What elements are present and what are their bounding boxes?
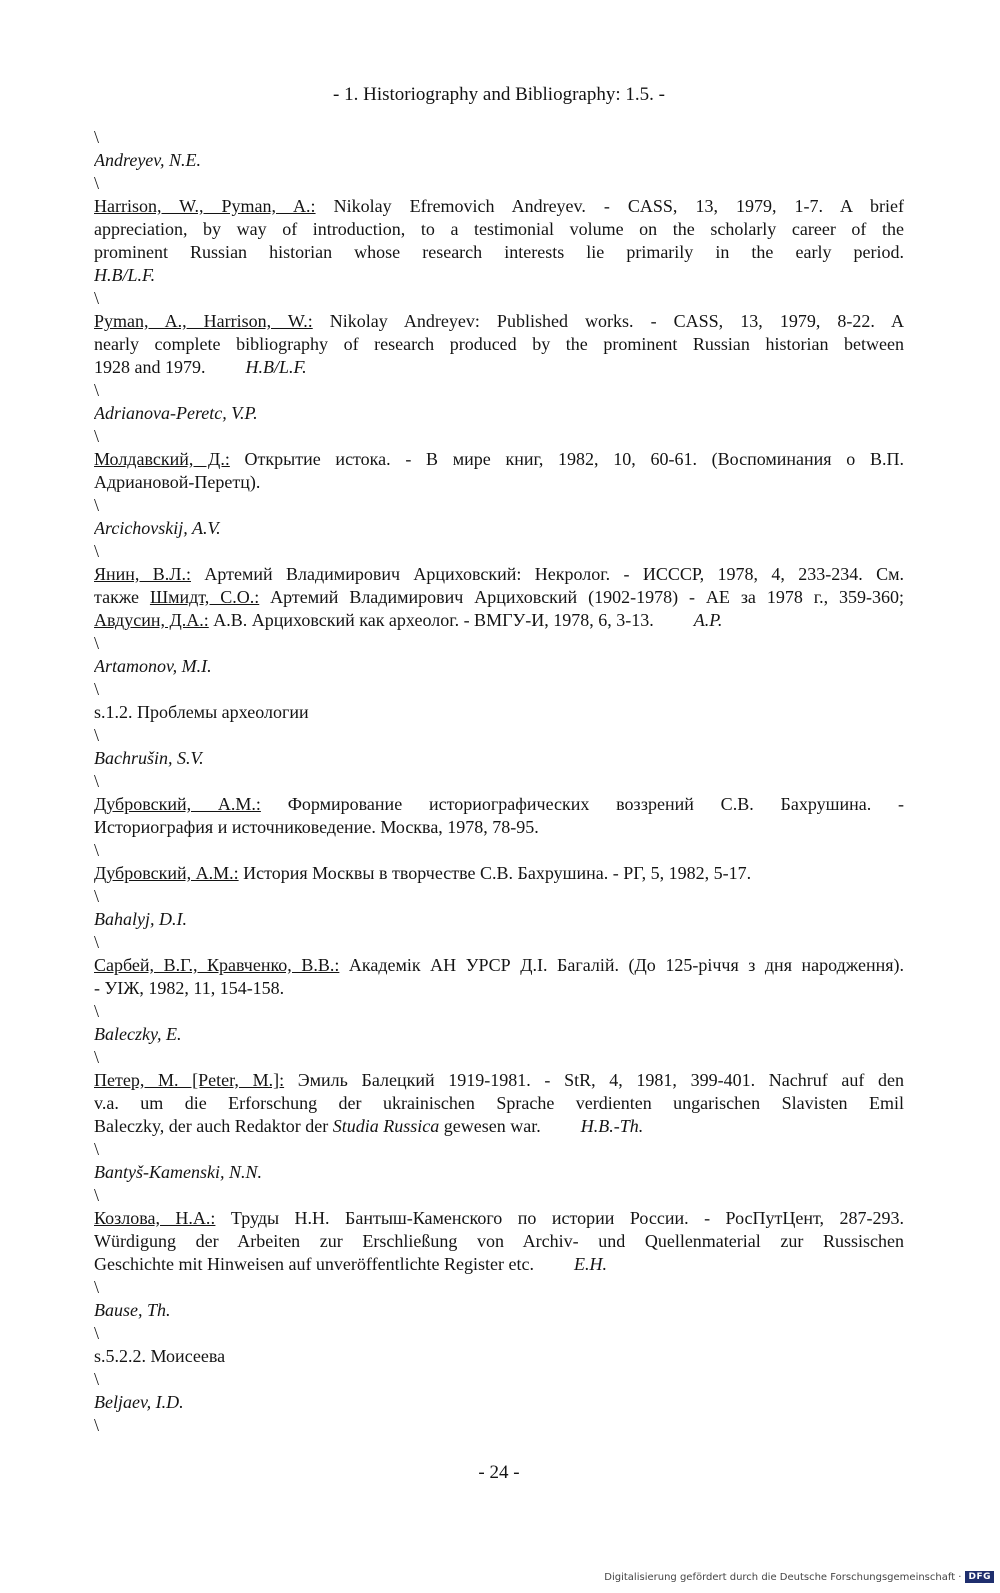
author-heading: Bantyš-Kamenski, N.N. xyxy=(94,1162,262,1182)
separator-mark: \ xyxy=(94,1415,100,1435)
reviewer-tag: H.B.-Th. xyxy=(580,1116,644,1136)
separator-mark: \ xyxy=(94,1323,100,1343)
entry-line: Дубровский, А.М.: Формирование историографических воззрений С.В. Бахрушина. - xyxy=(94,794,904,814)
entry-line: Адриановой-Перетц). xyxy=(94,472,261,492)
author-names: Петер, М. [Peter, M.]: xyxy=(94,1070,285,1090)
separator-mark: \ xyxy=(94,380,100,400)
reviewer-tag: H.B/L.F. xyxy=(94,265,156,285)
entry-line: prominent Russian historian whose research interests lie primarily in the early period. xyxy=(94,242,904,262)
author-heading: Bahalyj, D.I. xyxy=(94,909,187,929)
bibliography-entry xyxy=(94,862,904,885)
author-heading: Artamonov, M.I. xyxy=(94,656,212,676)
entry-line: Сарбей, В.Г., Кравченко, В.В.: Академік АН УРСР Д.І. Багалій. (До 125-річчя з дня народження). xyxy=(94,955,904,975)
bibliography-entry xyxy=(94,563,904,632)
author-names: Авдусин, Д.А.: xyxy=(94,610,209,630)
author-heading: Bachrušin, S.V. xyxy=(94,748,204,768)
author-names: Янин, В.Л.: xyxy=(94,564,191,584)
author-names: Pyman, A., Harrison, W.: xyxy=(94,311,313,331)
page-number: - 24 - xyxy=(478,1462,520,1483)
cross-reference: s.1.2. Проблемы археологии xyxy=(94,702,309,722)
entry-line: 1928 and 1979. H.B/L.F. xyxy=(94,357,307,377)
bibliography-entry xyxy=(94,954,904,1000)
separator-mark: \ xyxy=(94,1139,100,1159)
entry-line: - УІЖ, 1982, 11, 154-158. xyxy=(94,978,285,998)
entry-line: также Шмидт, С.О.: Артемий Владимирович Арциховский (1902-1978) - АЕ за 1978 г., 359-360; xyxy=(94,587,904,607)
separator-mark: \ xyxy=(94,932,100,952)
reviewer-tag: H.B/L.F. xyxy=(245,357,307,377)
journal-title: Studia Russica xyxy=(332,1116,440,1136)
entry-line: v.a. um die Erforschung der ukrainischen Sprache verdienten ungarischen Slavisten Emil xyxy=(94,1093,904,1113)
separator-mark: \ xyxy=(94,725,100,745)
separator-mark: \ xyxy=(94,173,100,193)
author-names: Козлова, Н.А.: xyxy=(94,1208,216,1228)
entry-line: Козлова, Н.А.: Труды Н.Н. Бантыш-Каменского по истории России. - РосПутЦент, 287-293. xyxy=(94,1208,904,1228)
separator-mark: \ xyxy=(94,1001,100,1021)
entry-line: Янин, В.Л.: Артемий Владимирович Арциховский: Некролог. - ИССCР, 1978, 4, 233-234. См. xyxy=(94,564,904,584)
separator-mark: \ xyxy=(94,1369,100,1389)
author-heading: Andreyev, N.E. xyxy=(94,150,201,170)
author-names: Сарбей, В.Г., Кравченко, В.В.: xyxy=(94,955,340,975)
separator-mark: \ xyxy=(94,541,100,561)
entry-line: Авдусин, Д.А.: А.В. Арциховский как археолог. - ВМГУ-И, 1978, 6, 3-13. A.P. xyxy=(94,610,723,630)
separator-mark: \ xyxy=(94,679,100,699)
author-heading: Arcichovskij, A.V. xyxy=(94,518,221,538)
footer-credit xyxy=(604,1571,994,1583)
separator-mark: \ xyxy=(94,771,100,791)
separator-mark: \ xyxy=(94,1185,100,1205)
entry-line xyxy=(94,264,904,287)
entry-line: Würdigung der Arbeiten zur Erschließung von Archiv- und Quellenmaterial zur Russischen xyxy=(94,1231,904,1251)
bibliography-entry xyxy=(94,793,904,839)
bibliography-entry xyxy=(94,1069,904,1138)
reviewer-tag: E.H. xyxy=(574,1254,608,1274)
reviewer-tag: A.P. xyxy=(693,610,723,630)
author-heading: Bause, Th. xyxy=(94,1300,171,1320)
author-heading: Beljaev, I.D. xyxy=(94,1392,184,1412)
bibliography-entry xyxy=(94,195,904,287)
entry-line: Pyman, A., Harrison, W.: Nikolay Andreyev: Published works. - CASS, 13, 1979, 8-22. A xyxy=(94,311,904,331)
entry-line: nearly complete bibliography of research produced by the prominent Russian historian between xyxy=(94,334,904,354)
entry-line: Петер, М. [Peter, M.]: Эмиль Балецкий 1919-1981. - StR, 4, 1981, 399-401. Nachruf auf den xyxy=(94,1070,904,1090)
author-names: Дубровский, А.М.: xyxy=(94,863,239,883)
entry-line: Молдавский, Д.: Открытие истока. - В мире книг, 1982, 10, 60-61. (Воспоминания о В.П. xyxy=(94,449,904,469)
separator-mark: \ xyxy=(94,633,100,653)
separator-mark: \ xyxy=(94,426,100,446)
separator-mark: \ xyxy=(94,288,100,308)
entry-line: Дубровский, А.М.: История Москвы в творчестве С.В. Бахрушина. - РГ, 5, 1982, 5-17. xyxy=(94,863,752,883)
bibliography-entry xyxy=(94,310,904,379)
separator-mark: \ xyxy=(94,495,100,515)
entry-line: Geschichte mit Hinweisen auf unveröffentlichte Register etc. E.H. xyxy=(94,1254,608,1274)
cross-reference: s.5.2.2. Моисеева xyxy=(94,1346,226,1366)
bibliography-entry xyxy=(94,448,904,494)
entry-line: Harrison, W., Pyman, A.: Nikolay Efremovich Andreyev. - CASS, 13, 1979, 1-7. A brief xyxy=(94,196,904,216)
author-names: Harrison, W., Pyman, A.: xyxy=(94,196,316,216)
separator-mark: \ xyxy=(94,840,100,860)
entry-line: Историография и источниковедение. Москва, 1978, 78-95. xyxy=(94,817,539,837)
entry-line: Baleczky, der auch Redaktor der Studia Russica gewesen war. H.B.-Th. xyxy=(94,1116,644,1136)
separator-mark: \ xyxy=(94,1277,100,1297)
bibliography-entry xyxy=(94,1207,904,1276)
separator-mark: \ xyxy=(94,886,100,906)
author-names: Молдавский, Д.: xyxy=(94,449,230,469)
bibliography-content xyxy=(94,126,904,1437)
entry-line: appreciation, by way of introduction, to a testimonial volume on the scholarly career of the xyxy=(94,219,904,239)
page-heading: - 1. Historiography and Bibliography: 1.5. - xyxy=(333,84,665,105)
footer-text: Digitalisierung gefördert durch die Deutsche Forschungsgemeinschaft · xyxy=(604,1571,962,1583)
author-heading: Baleczky, E. xyxy=(94,1024,182,1044)
author-names: Шмидт, С.О.: xyxy=(149,587,260,607)
author-heading: Adrianova-Peretc, V.P. xyxy=(94,403,258,423)
dfg-logo-icon: DFG xyxy=(965,1571,994,1583)
separator-mark: \ xyxy=(94,1047,100,1067)
separator-mark: \ xyxy=(94,127,100,147)
author-names: Дубровский, А.М.: xyxy=(94,794,261,814)
